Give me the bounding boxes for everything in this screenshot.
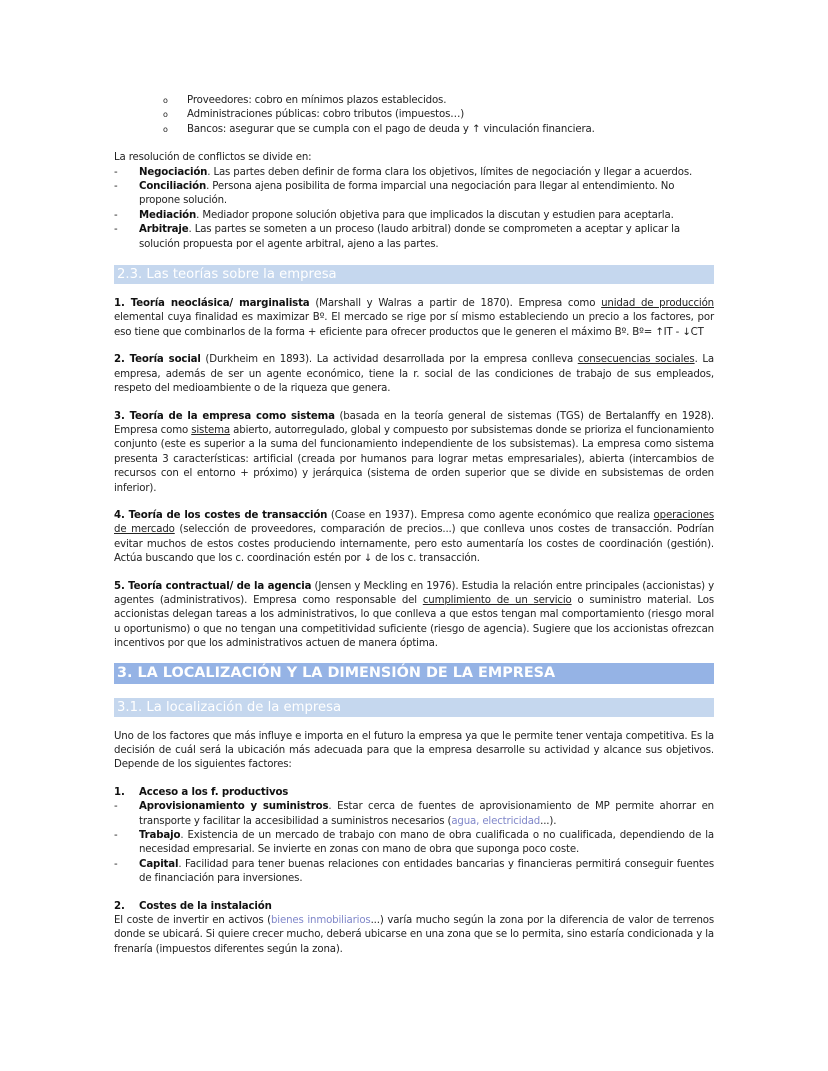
list-item: - Conciliación. Persona ajena posibilita de forma imparcial una negociación para llegar al entendimiento. No propone solución. [114,180,714,209]
list-item: - Aprovisionamiento y suministros. Estar cerca de fuentes de aprovisionamiento de MP permite ahorrar en transporte y facilitar la accesibilidad a suministros necesarios (agua, electricidad...). [114,800,714,829]
conflict-intro: La resolución de conflictos se divide en: [114,152,312,164]
dash-bullet: - [114,209,118,221]
list-item: - Negociación. Las partes deben definir de forma clara los objetivos, límites de negociación y llegar a acuerdos. [114,166,714,180]
section-heading-3-1: 3.1. La localización de la empresa [114,698,714,717]
term: Conciliación [139,181,207,193]
term: Mediación [139,209,197,221]
theory-1: 1. Teoría neoclásica/ marginalista (Marshall y Walras a partir de 1870). Empresa como unidad de producción elemental cuya finalidad es maximizar Bº. El mercado se rige por sí mismo estableciendo un precio a los factores, por eso tiene que combinarlos de la forma + eficiente para ofrecer productos que le generen el máximo Bº. Bº= ↑IT - ↓CT [114,298,714,338]
list-item-text: Proveedores: cobro en mínimos plazos establecidos. [187,95,447,106]
list-item [163,108,714,122]
list-item: - Trabajo. Existencia de un mercado de trabajo con mano de obra cualificada o no cualificada, dependiendo de la necesidad empresarial. Se invierte en zonas con mano de obra que suponga poco coste. [114,829,714,858]
theory-4: 4. Teoría de los costes de transacción (Coase en 1937). Empresa como agente económico que realiza operaciones de mercado (selección de proveedores, comparación de precios...) que conlleva unos costes de transacción. Podrían evitar muchos de estos costes produciendo internamente, pero esto aumentaría los costes de coordinación (gestión). Actúa buscando que los c. coordinación estén por ↓ de los c. transacción. [114,509,714,565]
dash-bullet: - [114,801,118,813]
installation-costs-text: El coste de invertir en activos (bienes inmobiliarios...) varía mucho según la zona por la diferencia de valor de terrenos donde se ubicará. Si quiere crecer mucho, deberá ubicarse en una zona que se lo permita, sino estaría condicionada y la frenaría (impuestos diferentes según la zona). [114,915,715,955]
list-item: - Mediación. Mediador propone solución objetiva para que implicados la discutan y estudien para aceptarla. [114,209,714,223]
circle-bullet-icon: o [163,96,168,105]
dash-bullet: - [114,181,118,193]
creditor-list [163,94,714,137]
conflict-list [114,166,714,252]
factor-heading-1: 1. Acceso a los f. productivos [114,786,289,798]
factor-heading-2: 2. Costes de la instalación [114,900,272,912]
list-item-text: Administraciones públicas: cobro tributos (impuestos…) [187,109,465,121]
chapter-heading-3: 3. LA LOCALIZACIÓN Y LA DIMENSIÓN DE LA EMPRESA [114,663,714,684]
list-item: - Arbitraje. Las partes se someten a un proceso (laudo arbitral) donde se comprometen a aceptar y aplicar la solución propuesta por el agente arbitral, ajeno a las partes. [114,223,714,252]
link-text[interactable]: bienes inmobiliarios [270,915,371,927]
circle-bullet-icon: o [163,124,168,134]
section-heading-2-3: 2.3. Las teorías sobre la empresa [114,265,714,284]
dash-bullet: - [114,830,118,842]
list-item [163,123,714,137]
dash-bullet: - [114,166,118,178]
link-text[interactable]: agua, electricidad [451,815,541,827]
list-item-text: Bancos: asegurar que se cumpla con el pago de deuda y ↑ vinculación financiera. [187,123,595,135]
dash-bullet: - [114,224,118,236]
theory-5: 5. Teoría contractual/ de la agencia (Jensen y Meckling en 1976). Estudia la relación entre principales (accionistas) y agentes (administrativos). Empresa como responsable del cumplimiento de un servicio o suministro material. Los accionistas delegan tareas a los administrativos, lo que conlleva a que estos tengan mal comportamiento (riesgo moral u oportunismo) o que no tengan una competitividad suficiente (riesgo de agencia). Sugiere que los accionistas ofrezcan incentivos por que los administrativos actuen de manera óptima. [114,580,715,650]
dash-bullet: - [114,858,118,870]
term: Negociación [139,166,208,178]
term: Arbitraje [139,224,189,236]
theory-2: 2. Teoría social (Durkheim en 1893). La actividad desarrollada por la empresa conlleva consecuencias sociales. La empresa, además de ser un agente económico, tiene la r. social de las condiciones de trabajo de sus empleados, respeto del medioambiente o de la riqueza que genera. [114,354,714,395]
theory-3: 3. Teoría de la empresa como sistema (basada en la teoría general de sistemas (TGS) de Bertalanffy en 1928). Empresa como sistema abierto, autorregulado, global y compuesto por subsistemas donde se prioriza el funcionamiento conjunto (este es superior a la suma del funcionamiento independiente de los subsistemas). La empresa como sistema presenta 3 características: artificial (creada por humanos para lograr metas empresariales), abierta (intercambios de recursos con el entorno + próximo) y jerárquica (sistema de orden superior que se divide en subsistemas de orden inferior). [114,410,715,494]
circle-bullet-icon: o [163,110,168,120]
location-intro: Uno de los factores que más influye e importa en el futuro la empresa ya que le permite tener ventaja competitiva. Es la decisión de cuál será la ubicación más adecuada para que la empresa desarrolle su actividad y alcance sus objetivos. Depende de los siguientes factores: [114,730,714,771]
list-item: - Capital. Facilidad para tener buenas relaciones con entidades bancarias y financieras permitirá conseguir fuentes de financiación para inversiones. [114,858,714,887]
list-item [163,94,714,108]
